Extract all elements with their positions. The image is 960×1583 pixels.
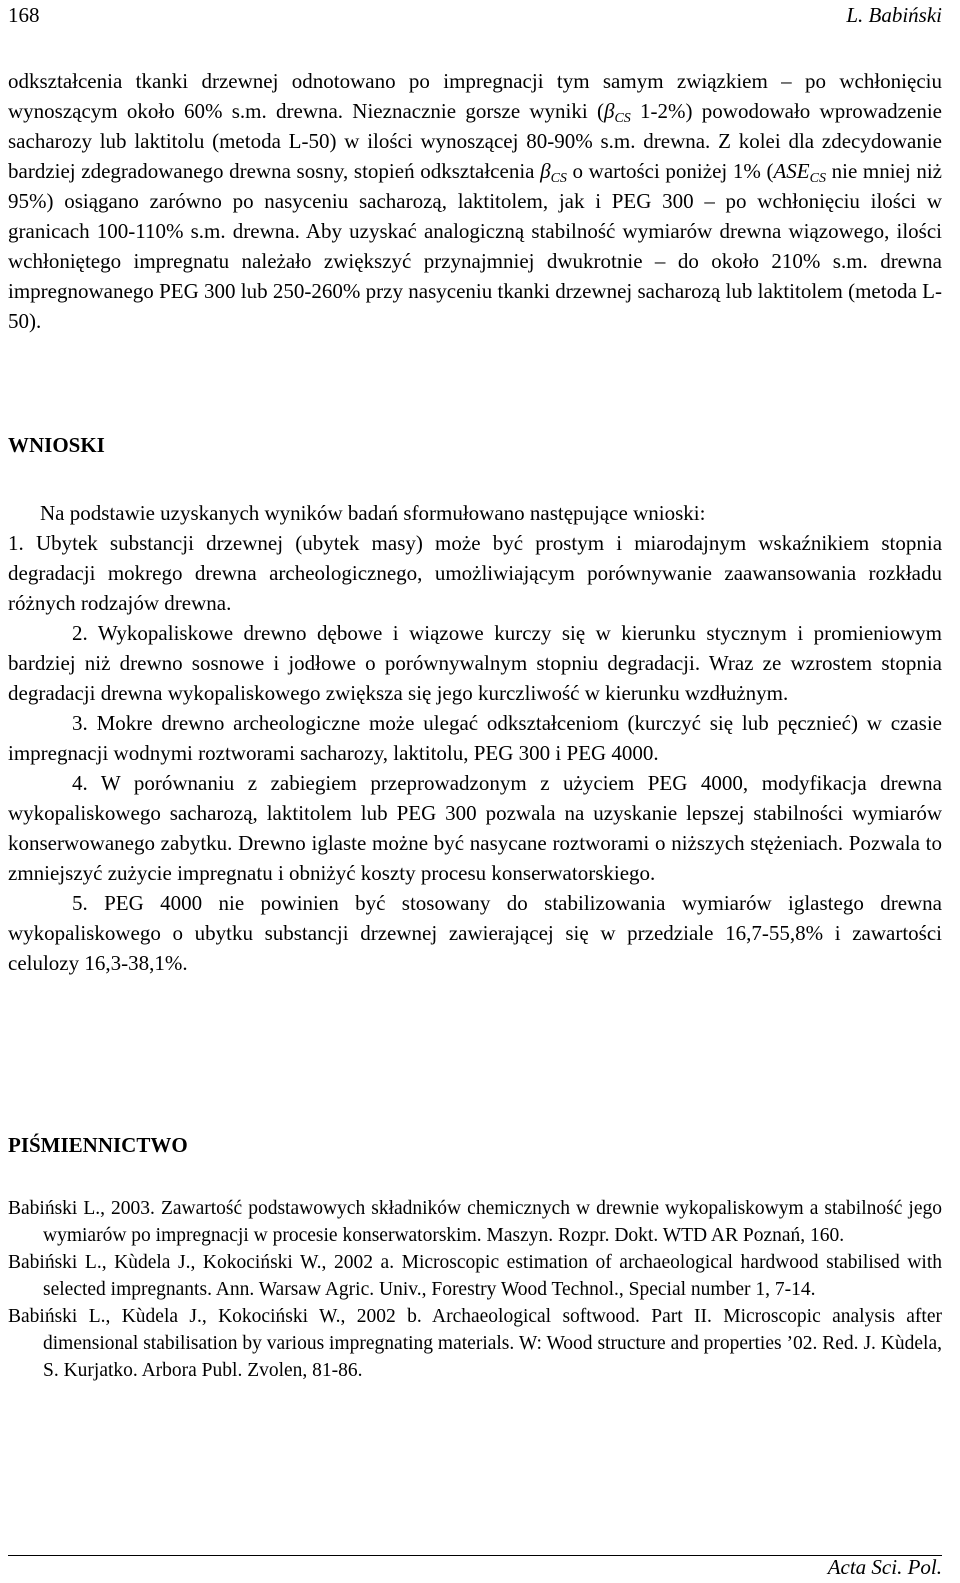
reference-item: Babiński L., 2003. Zawartość podstawowych składników chemicznych w drewnie wykopaliskowym a stabilność jego wymiarów po impregnacji w procesie konserwatorskim. Maszyn. Rozpr. Dokt. WTD AR Poznań, 160. [8, 1198, 942, 1246]
reference-list [8, 1195, 942, 1384]
running-header [8, 3, 942, 33]
conclusion-text: Ubytek substancji drzewnej (ubytek masy) może być prostym i miarodajnym wskaźnikiem stopnia degradacji mokrego drewna archeologicznego, umożliwiającym porównywanie zaawansowania rozkładu różnych rodzajów drewna. [8, 531, 943, 615]
conclusion-text: W porównaniu z zabiegiem przeprowadzonym z użyciem PEG 4000, modyfikacja drewna wykopaliskowego sacharozą, laktitolem lub PEG 300 pozwala na uzyskanie lepszej stabilności wymiarów konserwowanego zabytku. Drewno iglaste możne być nasycane roztworami o niższych stężeniach. Pozwala to zmniejszyć zużycie impregnatu i obniżyć koszty procesu konserwatorskiego. [8, 771, 942, 885]
section-heading-wnioski: WNIOSKI [8, 433, 105, 457]
intro-text-4: nie mniej niż 95%) osiągano zarówno po nasyceniu sacharozą, laktitolem, jak i PEG 300 – po wchłonięciu ilości w granicach 100-110% s.m. drewna. Aby uzyskać analogiczną stabilność wymiarów drewna wiązowego, ilości wchłoniętego impregnatu należało zwiększyć przynajmniej dwukrotnie – do około 210% s.m. drewna impregnowanego PEG 300 lub 250-260% przy nasyceniu tkanki drzewnej sacharozą lub laktitolem (metoda L-50). [8, 159, 942, 333]
intro-text-2: 1-2%) powodowało wprowadzenie sacharozy lub laktitolu (metoda L-50) w ilości wynoszącej 80-90% s.m. drewna. Z kolei dla zdecydowanie bardziej zdegradowanego drewna sosny, stopień odkształcenia [8, 99, 942, 183]
conclusions-intro: Na podstawie uzyskanych wyników badań sformułowano następujące wnioski: [40, 501, 706, 525]
conclusion-text: PEG 4000 nie powinien być stosowany do stabilizowania wymiarów iglastego drewna wykopaliskowego o ubytku substancji drzewnej zawierającej się w przedziale 16,7-55,8% i zawartości celulozy 16,3-38,1%. [8, 891, 942, 975]
footer-divider [8, 1555, 942, 1556]
conclusion-text: Mokre drewno archeologiczne może ulegać odkształceniom (kurczyć się lub pęcznieć) w czasie impregnacji wodnymi roztworami sacharozy, laktitolu, PEG 300 i PEG 4000. [8, 711, 943, 765]
page-number: 168 [8, 3, 40, 27]
running-author: L. Babiński [846, 3, 942, 27]
conclusion-number: 1. [8, 531, 24, 555]
conclusion-item [8, 768, 942, 888]
subscript-cs: CS [809, 171, 826, 186]
ase-symbol: ASE [773, 159, 810, 183]
conclusions-section [8, 498, 942, 978]
conclusion-item [8, 618, 942, 708]
conclusion-number: 3. [72, 711, 88, 735]
beta-symbol: β [603, 99, 615, 123]
conclusion-item [8, 888, 942, 978]
conclusion-number: 5. [72, 891, 88, 915]
intro-text-1: odkształcenia tkanki drzewnej odnotowano po impregnacji tym samym związkiem – po wchłonięciu wynoszącym około 60% s.m. drewna. Nieznacznie gorsze wyniki ( [8, 69, 942, 123]
intro-paragraph [8, 66, 942, 336]
reference-item: Babiński L., Kùdela J., Kokociński W., 2002 b. Archaeological softwood. Part II. Microscopic analysis after dimensional stabilisation by various impregnating materials. W: Wood structure and properties ’02. Red. J. Kùdela, S. Kurjatko. Arbora Publ. Zvolen, 81-86. [8, 1306, 942, 1381]
subscript-cs: CS [614, 111, 631, 126]
subscript-cs: CS [550, 171, 567, 186]
intro-text-3: o wartości poniżej 1% ( [566, 159, 774, 183]
conclusion-item [8, 708, 942, 768]
conclusion-item [8, 528, 942, 618]
conclusion-number: 4. [72, 771, 88, 795]
conclusion-number: 2. [72, 621, 88, 645]
beta-symbol: β [540, 159, 551, 183]
reference-item: Babiński L., Kùdela J., Kokociński W., 2002 a. Microscopic estimation of archaeological hardwood stabilised with selected impregnants. Ann. Warsaw Agric. Univ., Forestry Wood Technol., Special number 1, 7-14. [8, 1252, 942, 1300]
journal-footer: Acta Sci. Pol. [827, 1555, 942, 1579]
conclusion-text: Wykopaliskowe drewno dębowe i wiązowe kurczy się w kierunku stycznym i promieniowym bardziej niż drewno sosnowe i jodłowe o porównywalnym stopniu degradacji. Wraz ze wzrostem stopnia degradacji drewna wykopaliskowego zwiększa się jego kurczliwość w kierunku wzdłużnym. [8, 621, 942, 705]
section-heading-references: PIŚMIENNICTWO [8, 1133, 188, 1157]
